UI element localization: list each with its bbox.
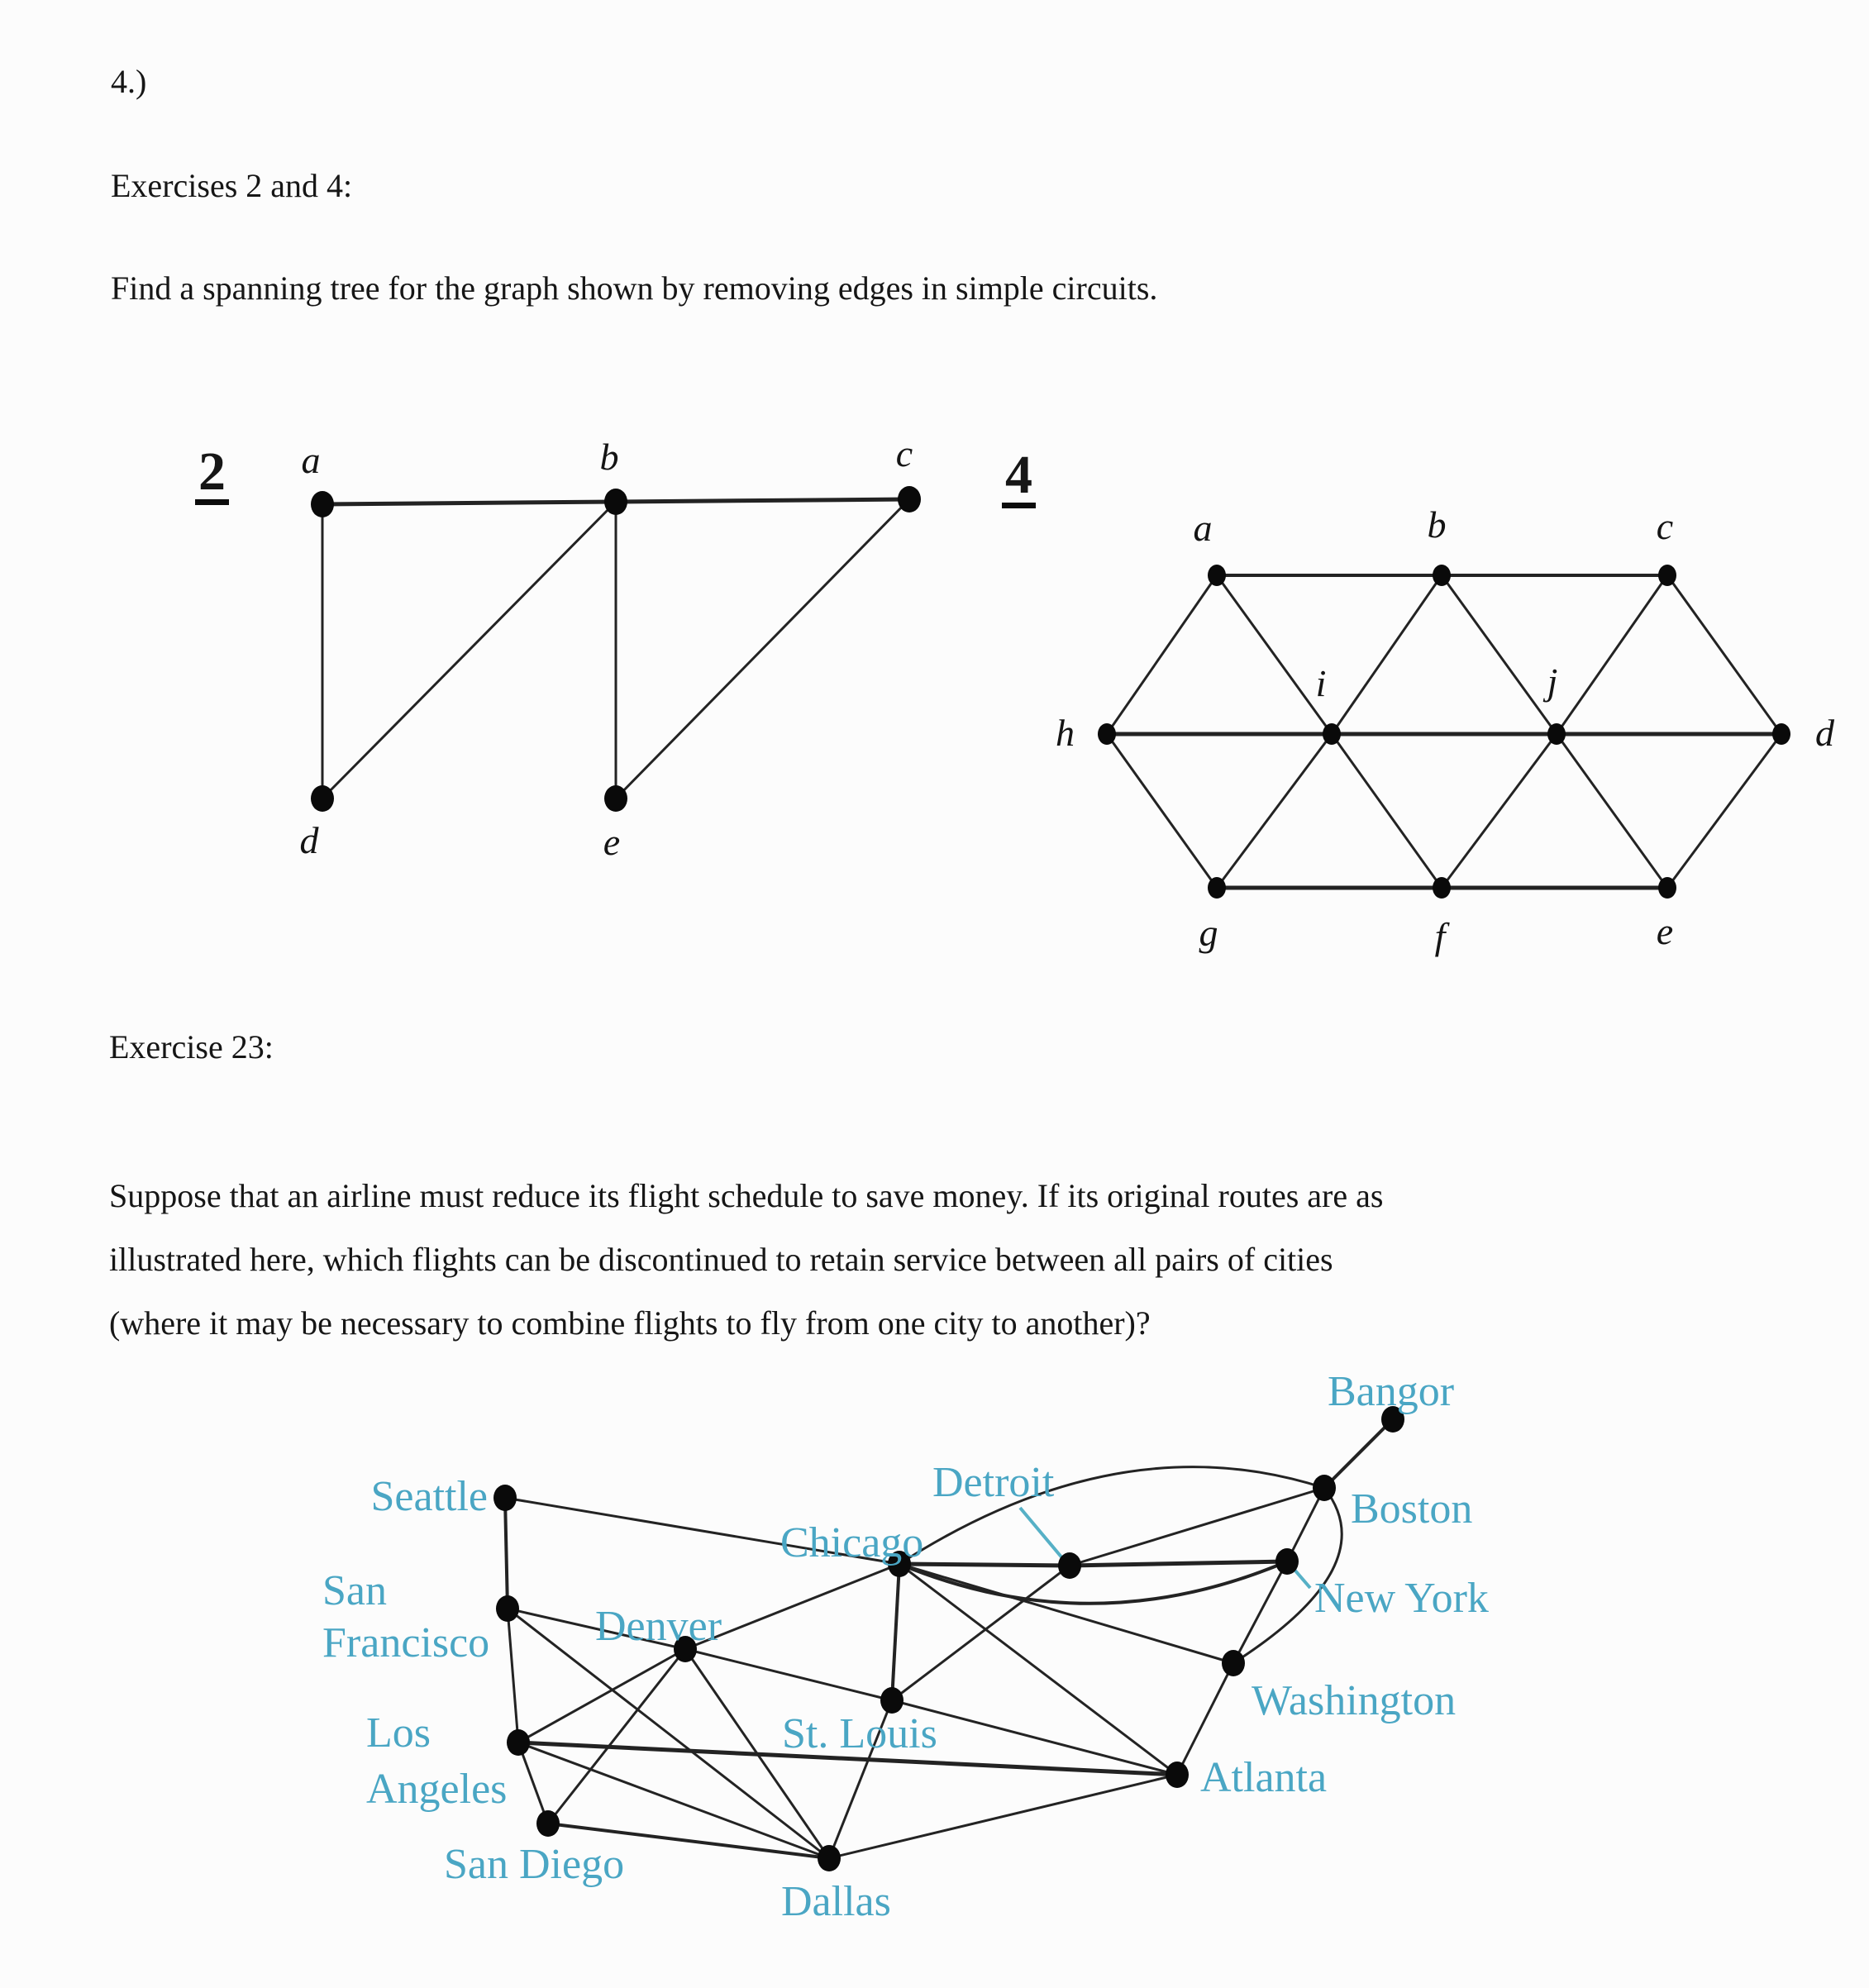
- city-label-San Francisco: Francisco: [322, 1619, 490, 1666]
- label-leader-Detroit: [1020, 1508, 1063, 1559]
- city-label-Denver: Denver: [595, 1603, 722, 1650]
- vertex-c: [898, 486, 921, 512]
- edge-a-b: [322, 502, 616, 504]
- city-label-Seattle: Seattle: [370, 1473, 488, 1520]
- vertex-label-g: g: [1199, 912, 1218, 954]
- problem-number: 4.): [111, 63, 147, 100]
- edge-b-j: [1442, 575, 1557, 734]
- edge-a-h: [1107, 575, 1217, 734]
- edge-c-e: [616, 499, 909, 799]
- route-Chicago-Detroit: [899, 1564, 1070, 1566]
- vertex-label-c: c: [1656, 505, 1674, 547]
- route-Washington-New York: [1233, 1561, 1287, 1663]
- vertex-label-c: c: [895, 432, 913, 474]
- exercise2-graph: [300, 432, 922, 863]
- figure-label-4: 4: [1002, 448, 1036, 508]
- exercise23-line-2: illustrated here, which flights can be discontinued to retain service between all pairs of cities: [109, 1241, 1333, 1278]
- exercise23-line-3: (where it may be necessary to combine flights to fly from one city to another)?: [109, 1304, 1151, 1342]
- vertex-b: [1433, 565, 1451, 586]
- route-Dallas-Atlanta: [829, 1775, 1177, 1858]
- vertex-label-j: j: [1547, 660, 1558, 703]
- vertex-label-b: b: [599, 436, 619, 478]
- city-label-Los Angeles: Angeles: [366, 1766, 508, 1813]
- vertex-label-b: b: [1427, 503, 1447, 546]
- vertex-label-d: d: [1815, 712, 1834, 754]
- route-Seattle-San Francisco: [505, 1498, 508, 1609]
- vertex-d: [1772, 723, 1790, 745]
- vertex-label-a: a: [301, 439, 321, 481]
- edge-b-i: [1332, 575, 1442, 734]
- instruction-text: Find a spanning tree for the graph shown by removing edges in simple circuits.: [111, 269, 1158, 307]
- vertex-label-f: f: [1434, 915, 1446, 957]
- vertex-b: [604, 489, 627, 515]
- vertex-a: [1208, 565, 1226, 586]
- route-Boston-Bangor: [1324, 1419, 1393, 1488]
- city-label-St. Louis: St. Louis: [782, 1710, 937, 1757]
- edge-h-g: [1107, 734, 1217, 888]
- vertex-d: [311, 785, 334, 812]
- city-node-San Diego: [536, 1810, 560, 1837]
- city-node-Dallas: [818, 1845, 841, 1871]
- vertex-e: [604, 785, 627, 812]
- vertex-c: [1658, 565, 1676, 586]
- city-node-Los Angeles: [507, 1729, 530, 1756]
- vertex-label-h: h: [1056, 712, 1075, 754]
- exercise23-heading: Exercise 23:: [109, 1028, 274, 1066]
- route-San Francisco-Los Angeles: [508, 1609, 518, 1742]
- edge-b-d: [322, 502, 616, 799]
- vertex-label-e: e: [603, 821, 621, 863]
- route-Detroit-New York: [1070, 1561, 1287, 1566]
- exercises-heading: Exercises 2 and 4:: [111, 167, 353, 204]
- edge-c-j: [1557, 575, 1667, 734]
- city-label-Atlanta: Atlanta: [1200, 1754, 1328, 1801]
- route-Chicago-Atlanta: [899, 1564, 1177, 1775]
- city-node-Boston: [1313, 1475, 1336, 1501]
- edge-j-e: [1557, 734, 1667, 888]
- city-label-San Diego: San Diego: [444, 1841, 625, 1888]
- city-node-San Francisco: [496, 1595, 519, 1622]
- city-label-New York: New York: [1314, 1575, 1489, 1622]
- vertex-i: [1323, 723, 1341, 745]
- city-label-Chicago: Chicago: [780, 1519, 924, 1566]
- city-node-Seattle: [493, 1485, 517, 1511]
- route-Detroit-St. Louis: [892, 1566, 1070, 1700]
- edge-d-e: [1667, 734, 1781, 888]
- edge-i-f: [1332, 734, 1442, 888]
- vertex-a: [311, 491, 334, 517]
- city-label-Bangor: Bangor: [1328, 1368, 1455, 1415]
- city-label-San Francisco: San: [322, 1567, 387, 1614]
- edge-i-g: [1217, 734, 1332, 888]
- vertex-e: [1658, 877, 1676, 899]
- vertex-g: [1208, 877, 1226, 899]
- vertex-label-e: e: [1656, 910, 1674, 952]
- label-leader-New York: [1294, 1570, 1310, 1588]
- exercise4-graph: [1056, 503, 1835, 957]
- city-label-Detroit: Detroit: [932, 1459, 1055, 1506]
- city-node-Washington: [1222, 1650, 1245, 1676]
- vertex-h: [1098, 723, 1116, 745]
- city-label-Washington: Washington: [1252, 1677, 1457, 1724]
- vertex-label-a: a: [1193, 507, 1213, 549]
- city-node-New York: [1275, 1548, 1299, 1575]
- edge-c-d: [1667, 575, 1781, 734]
- city-label-Los Angeles: Los: [366, 1709, 431, 1757]
- edge-j-f: [1442, 734, 1557, 888]
- city-node-Detroit: [1058, 1552, 1081, 1579]
- route-Chicago-Washington: [899, 1564, 1233, 1663]
- city-label-Dallas: Dallas: [781, 1878, 891, 1925]
- vertex-label-d: d: [299, 819, 319, 861]
- edge-b-c: [616, 499, 909, 502]
- exercise23-line-1: Suppose that an airline must reduce its flight schedule to save money. If its original routes are as: [109, 1177, 1384, 1214]
- vertex-label-i: i: [1315, 662, 1327, 704]
- vertex-j: [1547, 723, 1566, 745]
- airline-route-graph: [322, 1368, 1489, 1925]
- figure-label-2: 2: [195, 445, 229, 505]
- edge-a-i: [1217, 575, 1332, 734]
- city-node-Atlanta: [1166, 1762, 1189, 1788]
- route-Chicago-St. Louis: [892, 1564, 899, 1700]
- city-label-Boston: Boston: [1351, 1485, 1473, 1533]
- vertex-f: [1433, 877, 1451, 899]
